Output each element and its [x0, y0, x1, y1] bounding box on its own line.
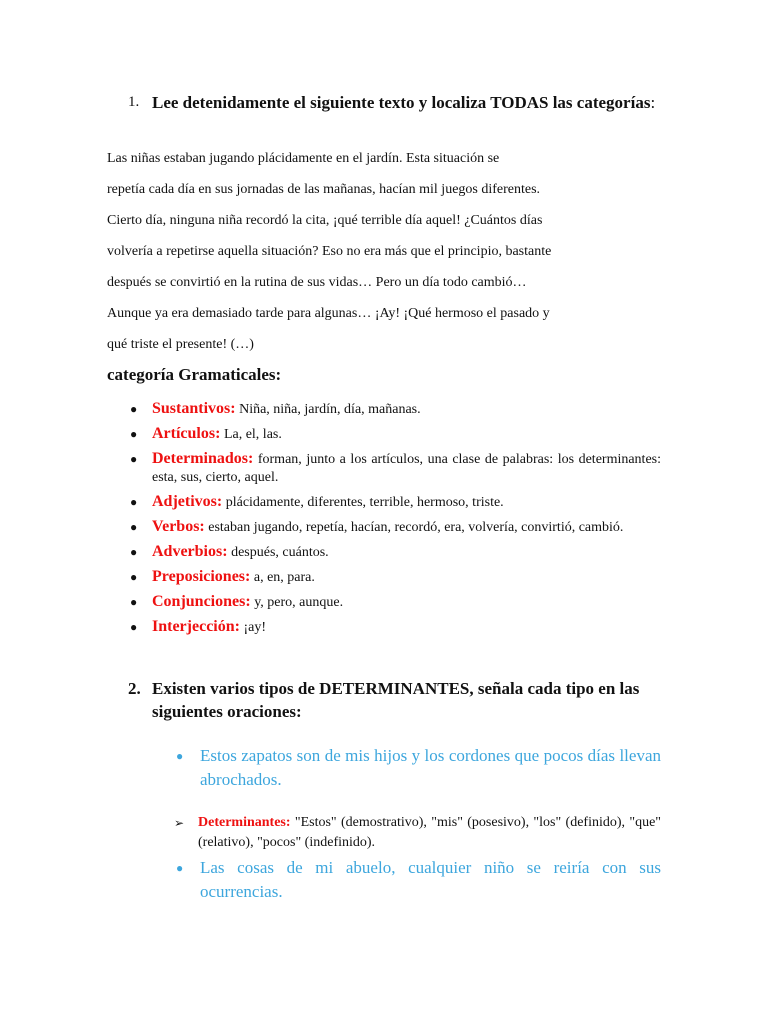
bullet-icon: ● — [130, 570, 138, 584]
passage-line: volvería a repetirse aquella situación? Eso no era más que el principio, bastante — [107, 244, 552, 259]
category-examples: a, en, para. — [250, 570, 315, 585]
category-term: Adjetivos: — [152, 493, 223, 510]
bullet-icon: ● — [130, 520, 138, 534]
bullet-icon: ● — [176, 861, 184, 875]
category-examples: Niña, niña, jardín, día, mañanas. — [235, 402, 421, 417]
category-term: Adverbios: — [152, 543, 228, 560]
question-1-number: 1. — [128, 94, 140, 110]
bullet-icon: ● — [130, 595, 138, 609]
question-1-text: Lee detenidamente el siguiente texto y localiza TODAS las categorías — [152, 93, 651, 112]
passage-line: después se convirtió en la rutina de sus vidas… Pero un día todo cambió… — [107, 275, 527, 290]
category-term: Conjunciones: — [152, 593, 251, 610]
bullet-icon: ● — [176, 749, 184, 763]
list-item — [130, 518, 661, 537]
category-examples: La, el, las. — [220, 427, 282, 442]
categories-list — [130, 400, 661, 643]
category-examples: y, pero, aunque. — [250, 595, 344, 610]
bullet-icon: ● — [130, 402, 138, 416]
category-term: Determinados: — [152, 450, 254, 467]
bullet-icon: ● — [130, 452, 138, 466]
question-1-heading — [128, 91, 660, 114]
category-examples: plácidamente, diferentes, terrible, hermoso, triste. — [222, 495, 504, 510]
passage-line: Las niñas estaban jugando plácidamente en el jardín. Esta situación se — [107, 151, 500, 166]
category-term: Sustantivos: — [152, 400, 236, 417]
list-item — [130, 425, 661, 444]
bullet-icon: ● — [130, 427, 138, 441]
category-term: Artículos: — [152, 425, 221, 442]
bullet-icon: ● — [130, 620, 138, 634]
list-item — [130, 543, 661, 562]
determinantes-term: Determinantes: — [198, 815, 291, 830]
bullet-icon: ● — [130, 495, 138, 509]
category-term: Preposiciones: — [152, 568, 251, 585]
sentence-text: Las cosas de mi abuelo, cualquier niño se reiría con sus ocurrencias. — [200, 858, 661, 901]
question-1-colon: : — [650, 93, 656, 112]
category-term: Interjección: — [152, 618, 240, 635]
list-item — [130, 618, 661, 637]
question-2-number: 2. — [128, 679, 141, 698]
passage-line: Aunque ya era demasiado tarde para algunas… ¡Ay! ¡Qué hermoso el pasado y — [107, 306, 550, 321]
arrow-bullet-icon: ➢ — [174, 816, 185, 830]
sentence-text: Estos zapatos son de mis hijos y los cordones que pocos días llevan abrochados. — [200, 746, 661, 789]
category-examples: forman, junto a los artículos, una clase de palabras: los determinantes: esta, sus, cierto, aquel. — [152, 452, 661, 485]
reading-passage — [107, 148, 667, 365]
determinantes-text: "Estos" (demostrativo), "mis" (posesivo), "los" (definido), "que" (relativo), "pocos" (indefinido). — [198, 815, 661, 850]
list-item — [130, 400, 661, 419]
example-sentence-1 — [176, 744, 661, 792]
list-item — [130, 593, 661, 612]
example-sentence-2 — [176, 856, 661, 904]
categories-title: categoría Gramaticales: — [107, 365, 282, 384]
category-examples: después, cuántos. — [227, 545, 329, 560]
list-item — [130, 450, 661, 487]
category-term: Verbos: — [152, 518, 205, 535]
bullet-icon: ● — [130, 545, 138, 559]
passage-line: repetía cada día en sus jornadas de las mañanas, hacían mil juegos diferentes. — [107, 182, 541, 197]
passage-line: qué triste el presente! (…) — [107, 337, 254, 352]
question-2-text: Existen varios tipos de DETERMINANTES, señala cada tipo en las siguientes oraciones: — [152, 679, 640, 721]
determinantes-answer — [174, 813, 661, 853]
passage-line: Cierto día, ninguna niña recordó la cita, ¡qué terrible día aquel! ¿Cuántos días — [107, 213, 543, 228]
list-item — [130, 568, 661, 587]
list-item — [130, 493, 661, 512]
category-examples: estaban jugando, repetía, hacían, recordó, era, volvería, convirtió, cambió. — [204, 520, 624, 535]
category-examples: ¡ay! — [239, 620, 267, 635]
question-2-heading — [128, 677, 660, 723]
